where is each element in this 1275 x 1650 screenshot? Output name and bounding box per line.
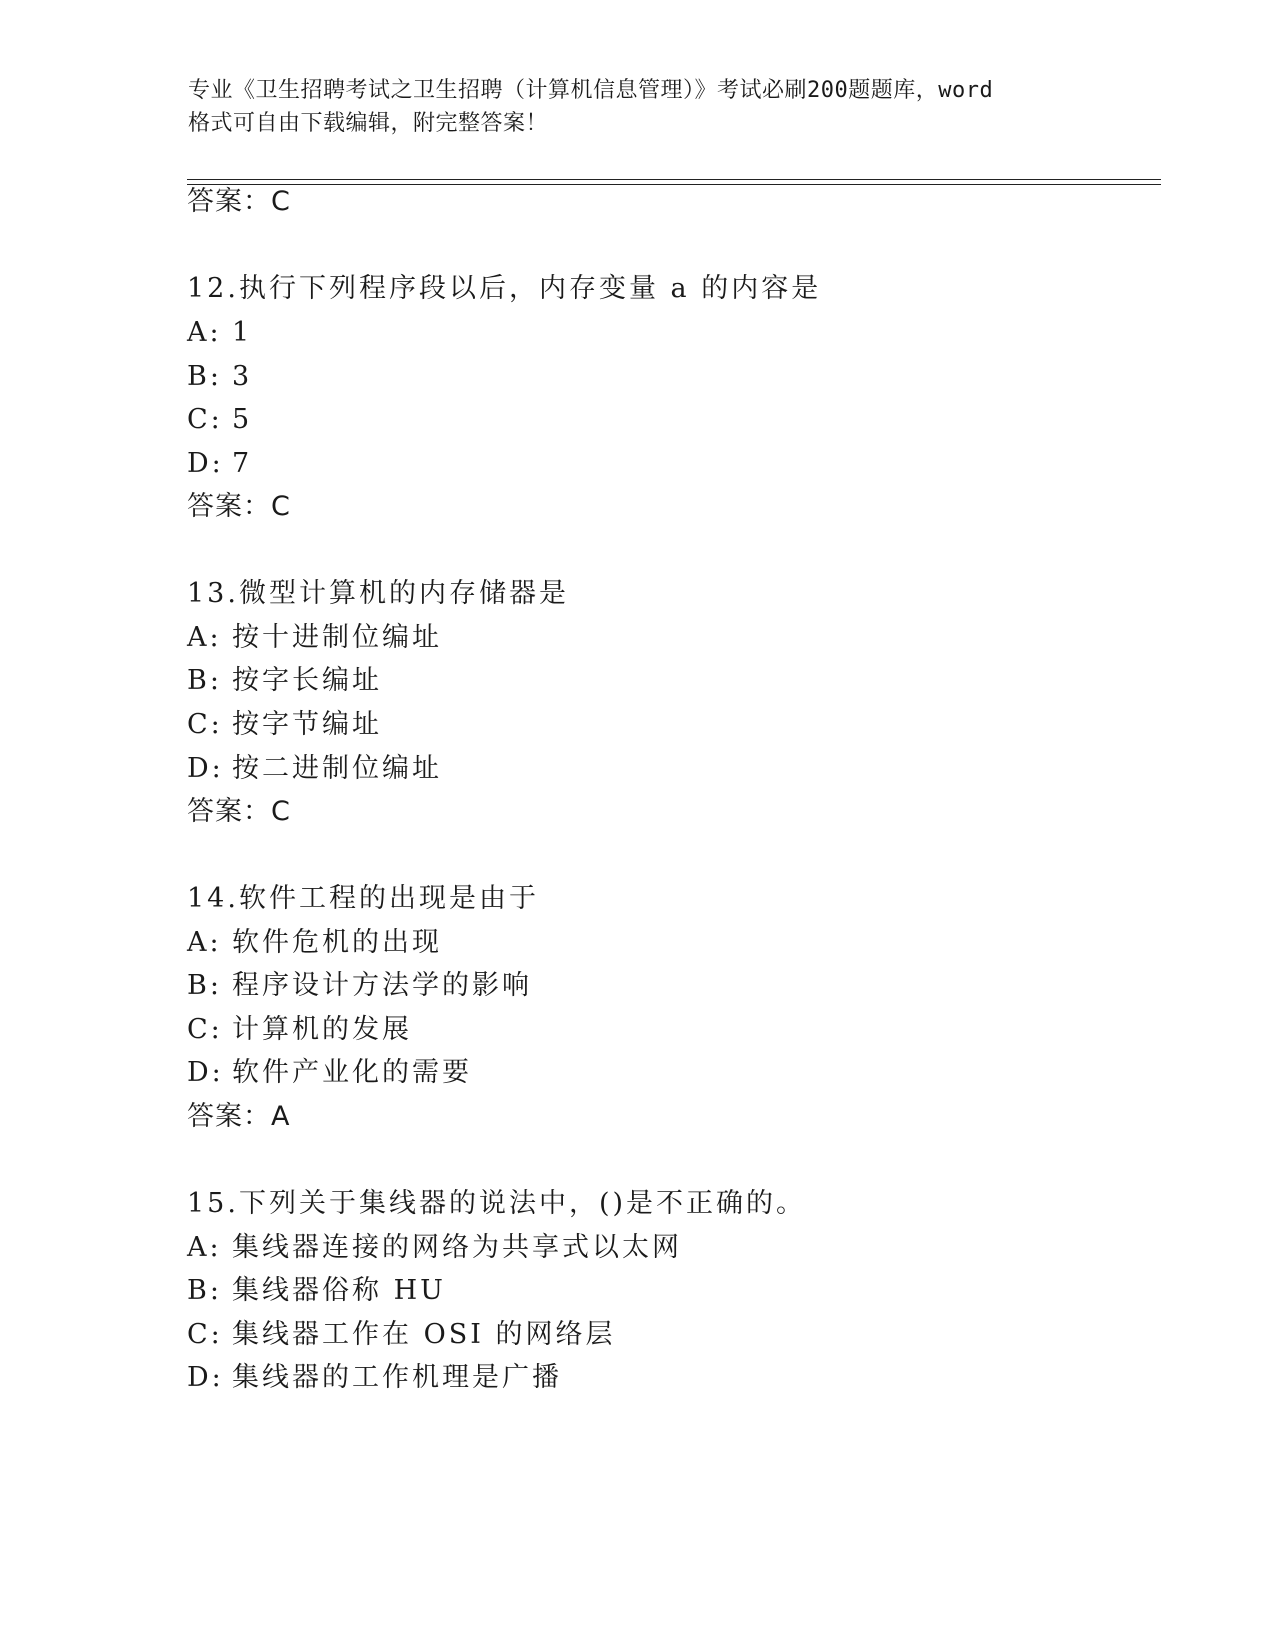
header-rule-top <box>187 179 1161 180</box>
option-item <box>187 1230 682 1266</box>
option-letter: D: <box>187 448 224 479</box>
option-item <box>187 1360 562 1396</box>
answer-label: 答案：A <box>187 1101 291 1132</box>
document-header <box>188 74 1088 140</box>
option-letter: B: <box>187 361 222 392</box>
option-item <box>187 1317 615 1353</box>
option-text: 集线器连接的网络为共享式以太网 <box>232 1232 682 1263</box>
header-line-1: 专业《卫生招聘考试之卫生招聘（计算机信息管理）》考试必刷200题题库，word <box>188 78 994 103</box>
option-letter: B: <box>187 665 222 696</box>
option-text: 按字长编址 <box>232 665 382 696</box>
option-item <box>187 751 442 787</box>
question-text: 15.下列关于集线器的说法中，()是不正确的。 <box>187 1188 807 1219</box>
option-letter: B: <box>187 970 222 1001</box>
option-text: 集线器工作在 OSI 的网络层 <box>232 1319 616 1350</box>
option-text: 软件危机的出现 <box>232 927 442 958</box>
option-text: 集线器的工作机理是广播 <box>232 1362 562 1393</box>
option-letter: C: <box>187 404 223 435</box>
option-item <box>187 663 382 699</box>
question-text: 13.微型计算机的内存储器是 <box>187 578 569 609</box>
answer-label: 答案：C <box>187 796 291 827</box>
answer-label: 答案：C <box>187 491 291 522</box>
option-text: 5 <box>232 404 253 435</box>
option-letter: C: <box>187 709 223 740</box>
option-item <box>187 707 382 743</box>
question-text: 14.软件工程的出现是由于 <box>187 883 539 914</box>
header-rule-bottom <box>187 184 1161 185</box>
option-item <box>187 315 252 351</box>
option-text: 1 <box>232 317 253 348</box>
option-item <box>187 925 442 961</box>
option-letter: C: <box>187 1014 223 1045</box>
option-letter: D: <box>187 753 224 784</box>
option-item <box>187 968 532 1004</box>
option-text: 计算机的发展 <box>232 1014 412 1045</box>
option-letter: A: <box>187 317 222 348</box>
option-item <box>187 620 442 656</box>
option-letter: D: <box>187 1057 224 1088</box>
option-text: 软件产业化的需要 <box>232 1057 472 1088</box>
header-line-2: 格式可自由下载编辑，附完整答案！ <box>188 111 549 136</box>
option-text: 程序设计方法学的影响 <box>232 970 532 1001</box>
option-item <box>187 359 252 395</box>
option-item <box>187 1055 472 1091</box>
option-letter: A: <box>187 1232 222 1263</box>
option-text: 按十进制位编址 <box>232 622 442 653</box>
option-item <box>187 1012 412 1048</box>
answer-label: 答案：C <box>187 186 291 217</box>
option-item <box>187 446 252 482</box>
option-text: 按字节编址 <box>232 709 382 740</box>
option-letter: A: <box>187 927 222 958</box>
option-item <box>187 1273 446 1309</box>
option-text: 按二进制位编址 <box>232 753 442 784</box>
option-text: 7 <box>232 448 253 479</box>
option-letter: B: <box>187 1275 222 1306</box>
question-text: 12.执行下列程序段以后，内存变量 a 的内容是 <box>187 273 822 304</box>
option-text: 集线器俗称 HU <box>232 1275 446 1306</box>
option-letter: A: <box>187 622 222 653</box>
option-letter: D: <box>187 1362 224 1393</box>
option-text: 3 <box>232 361 253 392</box>
option-item <box>187 402 252 438</box>
option-letter: C: <box>187 1319 223 1350</box>
